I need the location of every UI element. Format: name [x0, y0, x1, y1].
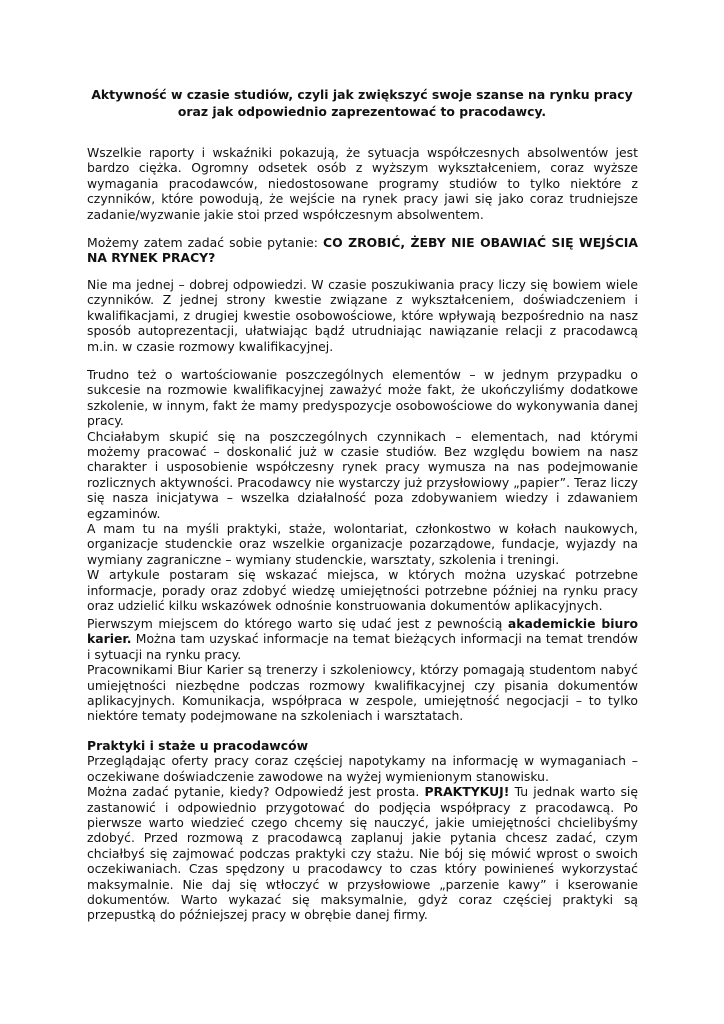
section-internships — [87, 738, 638, 923]
paragraph-factors — [87, 367, 638, 614]
document-title — [86, 87, 638, 120]
career-office-lead: Pierwszym miejscem do którego warto się udać jest z pewnością — [87, 616, 508, 631]
factors-text-2: Chciałabym skupić się na poszczególnych czynnikach – elementach, nad którymi możemy pracować – doskonalić już w czasie studiów. Bez względu bowiem na nasz charakter i usposobienie współczesny rynek pracy wymusza na nas podejmowanie rozlicznych aktywności. Pracodawcy nie wystarczy już przysłowiowy „papier”. Teraz liczy się nasza inicjatywa – wszelka działalność poza zdobywaniem wiedzy i zdawaniem egzaminów. — [87, 428, 638, 521]
question-bold: CO ZROBIĆ, ŻEBY NIE OBAWIAĆ SIĘ WEJŚCIA NA RYNEK PRACY? — [87, 235, 638, 266]
paragraph-question — [87, 235, 638, 266]
section-heading: Praktyki i staże u pracodawców — [87, 738, 309, 753]
factors-text-3: A mam tu na myśli praktyki, staże, wolontariat, członkostwo w kołach naukowych, organizacje studenckie oraz wszelkie organizacje pozarządowe, fundacje, wyjazdy na wymiany zagraniczne – wymiany studenckie, warsztaty, szkolenia i treningi. — [87, 521, 638, 567]
question-lead: Możemy zatem zadać sobie pytanie: — [87, 235, 324, 250]
internships-lead: Można zadać pytanie, kiedy? Odpowiedź jest prosta. — [87, 784, 425, 800]
internships-text-2 — [87, 784, 638, 923]
paragraph-career-office — [87, 616, 638, 724]
career-office-text-2: Pracownikami Biur Karier są trenerzy i szkoleniowcy, którzy pomagają studentom nabyć umiejętności niezbędne podczas rozmowy kwalifikacyjnej czy pisania dokumentów aplikacyjnych. Komunikacja, współpraca w zespole, umiejętność negocjacji – to tylko niektóre tematy podejmowane na szkoleniach i warsztatach. — [87, 662, 638, 724]
question-text — [87, 235, 638, 266]
internships-bold: PRAKTYKUJ! — [424, 784, 510, 800]
career-office-bold: akademickie biuro karier. — [87, 616, 638, 647]
internships-text-1: Przeglądając oferty pracy coraz częściej napotykamy na informację w wymaganiach – oczekiwane doświadczenie zawodowe na wyżej wymienionym stanowisku. — [87, 753, 638, 784]
internships-rest: Tu jednak warto się zastanowić i odpowiednio przygotować do podjęcia współpracy z pracodawcą. Po pierwsze warto wiedzieć czego chcemy się nauczyć, jakie umiejętności chcielibyśmy zdobyć. Przed rozmową z pracodawcą zaplanuj jakie pytania chcesz zadać, czym chciałbyś się zajmować podczas praktyki czy stażu. Nie bój się mówić wprost o swoich oczekiwaniach. Czas spędzony u pracodawcy to czas który powinieneś wykorzystać maksymalnie. Nie daj się wtłoczyć w przysłowiowe „parzenie kawy” i kserowanie dokumentów. Warto wykazać się maksymalnie, gdyż coraz częściej praktyki są przepustką do późniejszej pracy w obrębie danej firmy. — [87, 784, 638, 923]
answer-text: Nie ma jednej – dobrej odpowiedzi. W czasie poszukiwania pracy liczy się bowiem wiele czynników. Z jednej strony kwestie związane z wykształceniem, doświadczeniem i kwalifikacjami, z drugiej kwestie osobowościowe, które wpływają bezpośrednio na nasz sposób autoprezentacji, ułatwiając bądź utrudniając nawiązanie relacji z pracodawcą m.in. w czasie rozmowy kwalifikacyjnej. — [87, 277, 638, 354]
paragraph-intro — [87, 145, 638, 222]
factors-text-1: Trudno też o wartościowanie poszczególnych elementów – w jednym przypadku o sukcesie na rozmowie kwalifikacyjnej zaważyć może fakt, że ukończyliśmy dodatkowe szkolenie, w innym, fakt że mamy predyspozycje osobowościowe do wykonywania danej pracy. — [87, 367, 638, 429]
paragraph-answer — [87, 277, 638, 354]
career-office-rest: Można tam uzyskać informacje na temat bieżących informacji na temat trendów i sytuacji na rynku pracy. — [87, 631, 638, 662]
title-line-1: Aktywność w czasie studiów, czyli jak zwiększyć swoje szanse na rynku pracy — [91, 87, 633, 102]
intro-text: Wszelkie raporty i wskaźniki pokazują, że sytuacja współczesnych absolwentów jest bardzo ciężka. Ogromny odsetek osób z wyższym wykształceniem, coraz wyższe wymagania pracodawców, niedostosowane programy studiów to tylko niektóre z czynników, które powodują, że wejście na rynek pracy jawi się jako coraz trudniejsze zadanie/wyzwanie jakie stoi przed współczesnym absolwentem. — [87, 145, 638, 222]
career-office-text — [87, 616, 638, 662]
title-line-2: oraz jak odpowiednio zaprezentować to pracodawcy. — [177, 103, 547, 119]
factors-text-4: W artykule postaram się wskazać miejsca, w których można uzyskać potrzebne informacje, porady oraz zdobyć wiedzę umiejętności potrzebne później na rynku pracy oraz udzielić kilku wskazówek odnośnie konstruowania dokumentów aplikacyjnych. — [87, 567, 638, 614]
